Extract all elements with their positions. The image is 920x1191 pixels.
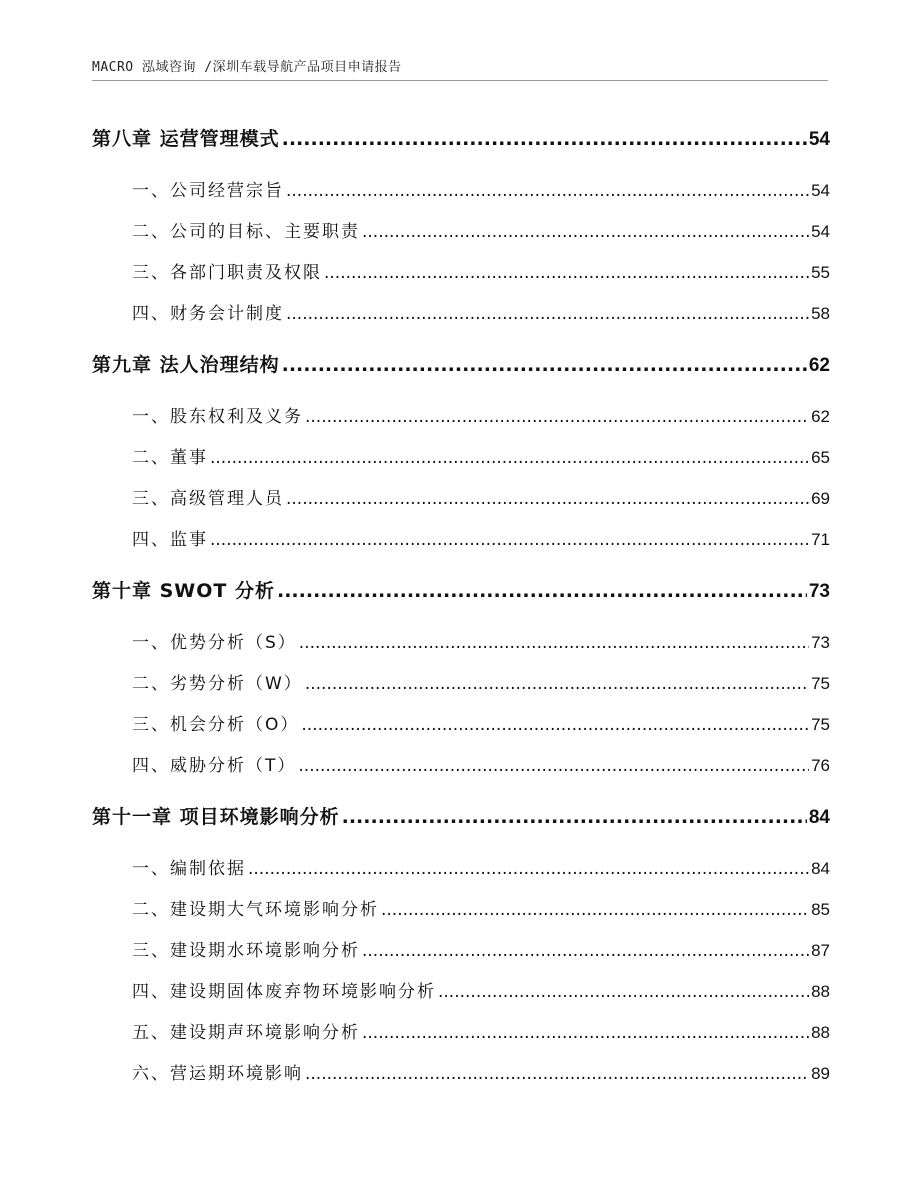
dot-leader bbox=[342, 806, 807, 828]
dot-leader bbox=[210, 530, 809, 550]
toc-entry-number: 二、 bbox=[132, 674, 170, 694]
toc-entry-number: 一、 bbox=[132, 181, 170, 201]
toc-entry-page: 84 bbox=[811, 859, 830, 878]
toc-chapter-8[interactable] bbox=[92, 124, 830, 151]
toc-entry-title: 建设期声环境影响分析 bbox=[170, 1023, 360, 1043]
toc-entry-number: 三、 bbox=[132, 941, 170, 961]
toc-entry-title: 建设期水环境影响分析 bbox=[170, 941, 360, 961]
dot-leader bbox=[362, 222, 809, 242]
toc-entry-page: 54 bbox=[808, 129, 830, 150]
toc-section[interactable] bbox=[92, 217, 830, 242]
toc-section[interactable] bbox=[92, 669, 830, 694]
toc-entry-title: 优势分析（S） bbox=[170, 633, 297, 653]
dot-leader bbox=[362, 941, 809, 961]
toc-entry-page: 87 bbox=[811, 941, 830, 960]
toc-section[interactable] bbox=[92, 176, 830, 201]
dot-leader bbox=[286, 181, 809, 201]
toc-entry-number: 一、 bbox=[132, 407, 170, 427]
dot-leader bbox=[210, 448, 809, 468]
toc-section[interactable] bbox=[92, 895, 830, 920]
toc-entry-title: 编制依据 bbox=[170, 859, 246, 879]
toc-section[interactable] bbox=[92, 977, 830, 1002]
toc-entry-page: 88 bbox=[811, 1023, 830, 1042]
toc-entry-number: 四、 bbox=[132, 304, 170, 324]
toc-entry-page: 75 bbox=[811, 715, 830, 734]
toc-entry-title: 第十一章 项目环境影响分析 bbox=[92, 806, 340, 828]
toc-entry-page: 54 bbox=[811, 181, 830, 200]
dot-leader bbox=[282, 128, 807, 150]
toc-section[interactable] bbox=[92, 484, 830, 509]
toc-entry-title: 公司经营宗旨 bbox=[170, 181, 284, 201]
toc-section[interactable] bbox=[92, 1059, 830, 1084]
toc-section[interactable] bbox=[92, 525, 830, 550]
toc-entry-title: 董事 bbox=[170, 448, 208, 468]
toc-chapter-9[interactable] bbox=[92, 350, 830, 377]
toc-section[interactable] bbox=[92, 628, 830, 653]
toc-entry-number: 一、 bbox=[132, 859, 170, 879]
toc-entry-title: 监事 bbox=[170, 530, 208, 550]
toc-entry-number: 一、 bbox=[132, 633, 170, 653]
toc-entry-number: 二、 bbox=[132, 900, 170, 920]
toc-section[interactable] bbox=[92, 854, 830, 879]
toc-entry-title: 建设期固体废弃物环境影响分析 bbox=[170, 982, 436, 1002]
toc-entry-page: 89 bbox=[811, 1064, 830, 1083]
header-rule bbox=[92, 80, 828, 81]
dot-leader bbox=[305, 674, 809, 694]
dot-leader bbox=[286, 489, 809, 509]
dot-leader bbox=[248, 859, 809, 879]
toc-entry-page: 84 bbox=[808, 807, 830, 828]
toc-entry-page: 73 bbox=[808, 581, 830, 602]
dot-leader bbox=[362, 1023, 809, 1043]
dot-leader bbox=[298, 756, 809, 776]
toc-entry-page: 65 bbox=[811, 448, 830, 467]
toc-chapter-10[interactable] bbox=[92, 576, 830, 603]
dot-leader bbox=[286, 304, 809, 324]
toc-entry-title: 高级管理人员 bbox=[170, 489, 284, 509]
toc-entry-title: 营运期环境影响 bbox=[170, 1064, 303, 1084]
toc-section[interactable] bbox=[92, 299, 830, 324]
dot-leader bbox=[381, 900, 809, 920]
dot-leader bbox=[324, 263, 809, 283]
toc-entry-title: 第十章 SWOT 分析 bbox=[92, 580, 275, 602]
toc-entry-number: 三、 bbox=[132, 489, 170, 509]
toc-entry-page: 62 bbox=[808, 355, 830, 376]
toc-section[interactable] bbox=[92, 258, 830, 283]
toc-entry-title: 第九章 法人治理结构 bbox=[92, 354, 280, 376]
toc-entry-page: 62 bbox=[811, 407, 830, 426]
toc-entry-page: 69 bbox=[811, 489, 830, 508]
toc-entry-page: 88 bbox=[811, 982, 830, 1001]
page-header: MACRO 泓域咨询 /深圳车载导航产品项目申请报告 bbox=[92, 60, 402, 75]
toc-entry-page: 73 bbox=[811, 633, 830, 652]
toc-entry-title: 机会分析（O） bbox=[170, 715, 300, 735]
toc-entry-number: 四、 bbox=[132, 982, 170, 1002]
toc-entry-page: 85 bbox=[811, 900, 830, 919]
toc-entry-number: 三、 bbox=[132, 263, 170, 283]
toc-section[interactable] bbox=[92, 936, 830, 961]
toc-entry-title: 威胁分析（T） bbox=[170, 756, 297, 776]
toc-entry-number: 三、 bbox=[132, 715, 170, 735]
toc-entry-title: 财务会计制度 bbox=[170, 304, 284, 324]
toc-entry-page: 71 bbox=[811, 530, 830, 549]
toc-chapter-11[interactable] bbox=[92, 802, 830, 829]
toc-entry-page: 58 bbox=[811, 304, 830, 323]
toc-section[interactable] bbox=[92, 443, 830, 468]
toc-entry-number: 二、 bbox=[132, 448, 170, 468]
toc-entry-title: 劣势分析（W） bbox=[170, 674, 303, 694]
dot-leader bbox=[301, 715, 809, 735]
toc-section[interactable] bbox=[92, 1018, 830, 1043]
toc-entry-title: 第八章 运营管理模式 bbox=[92, 128, 280, 150]
toc-entry-number: 四、 bbox=[132, 530, 170, 550]
toc-entry-page: 54 bbox=[811, 222, 830, 241]
toc-section[interactable] bbox=[92, 402, 830, 427]
dot-leader bbox=[305, 407, 809, 427]
toc-entry-title: 公司的目标、主要职责 bbox=[170, 222, 360, 242]
dot-leader bbox=[305, 1064, 809, 1084]
toc-entry-title: 建设期大气环境影响分析 bbox=[170, 900, 379, 920]
toc-entry-number: 六、 bbox=[132, 1064, 170, 1084]
toc-entry-title: 股东权利及义务 bbox=[170, 407, 303, 427]
toc-entry-number: 四、 bbox=[132, 756, 170, 776]
toc-section[interactable] bbox=[92, 710, 830, 735]
toc-entry-number: 五、 bbox=[132, 1023, 170, 1043]
toc-entry-page: 75 bbox=[811, 674, 830, 693]
toc-entry-number: 二、 bbox=[132, 222, 170, 242]
dot-leader bbox=[277, 580, 807, 602]
dot-leader bbox=[438, 982, 809, 1002]
dot-leader bbox=[299, 633, 809, 653]
toc-entry-page: 76 bbox=[811, 756, 830, 775]
dot-leader bbox=[282, 354, 807, 376]
toc-section[interactable] bbox=[92, 751, 830, 776]
toc-entry-title: 各部门职责及权限 bbox=[170, 263, 322, 283]
toc-entry-page: 55 bbox=[811, 263, 830, 282]
